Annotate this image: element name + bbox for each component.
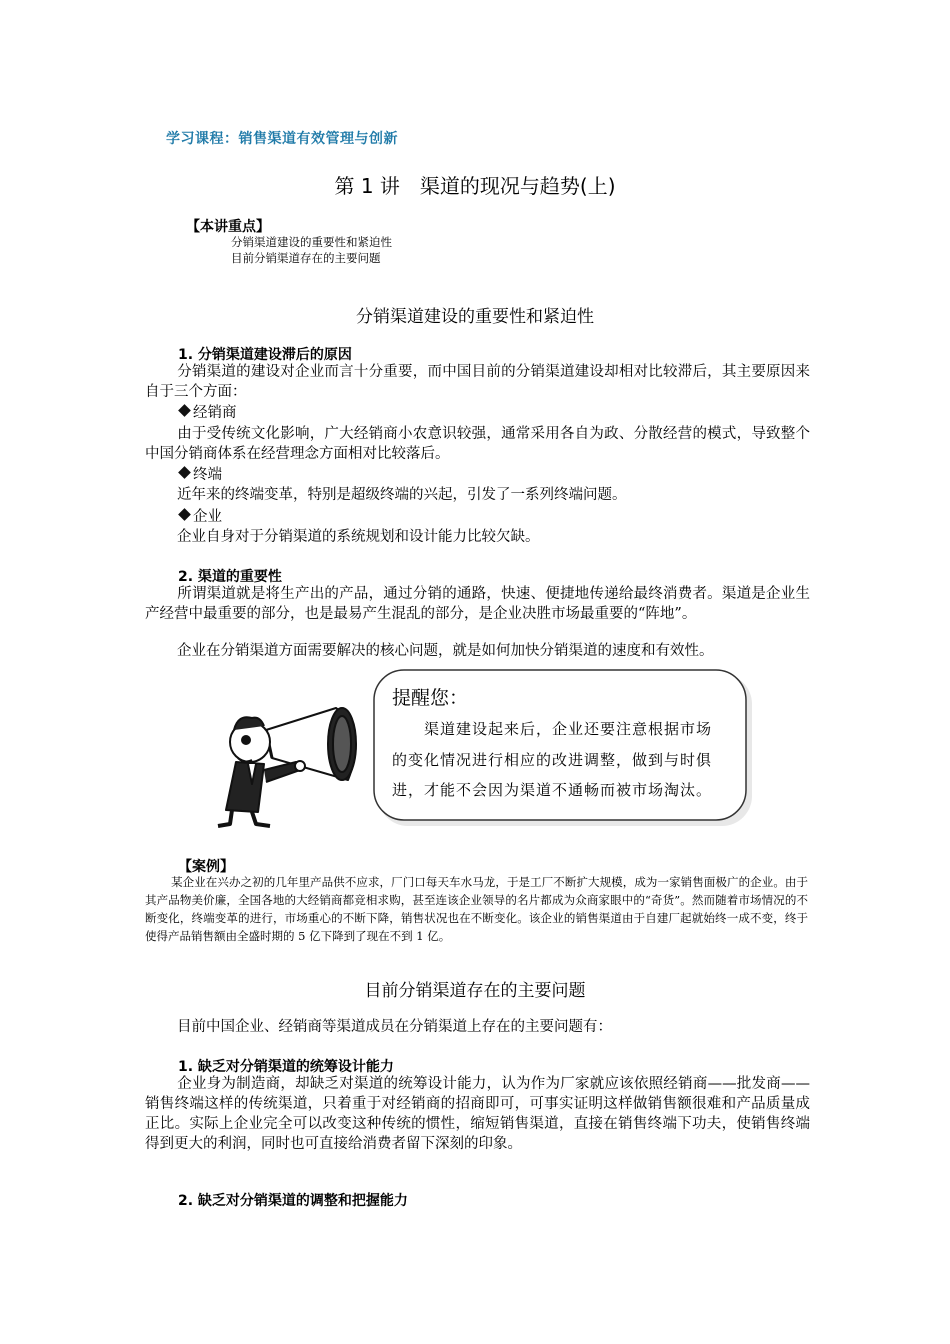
- reminder-line: 的变化情况进行相应的改进调整，做到与时俱: [392, 751, 713, 769]
- bullet-label: 终端: [193, 467, 222, 483]
- megaphone-man-illustration: [208, 700, 378, 830]
- case-paragraph: [145, 873, 808, 945]
- case-title: 【案例】: [178, 859, 234, 875]
- key-point-item: 分销渠道建设的重要性和紧迫性: [231, 235, 392, 249]
- paragraph-text: 近年来的终端变革，特别是超级终端的兴起，引发了一系列终端问题。: [177, 487, 627, 503]
- reminder-line: 进，才能不会因为渠道不通畅而被市场淘汰。: [392, 781, 713, 799]
- section-heading: 分销渠道建设的重要性和紧迫性: [356, 307, 594, 327]
- paragraph: [145, 641, 810, 661]
- paragraph: [145, 527, 810, 547]
- paragraph: [145, 1017, 810, 1037]
- paragraph: [145, 485, 810, 505]
- diamond-bullet-icon: [178, 404, 191, 417]
- paragraph-text: 由于受传统文化影响，广大经销商小农意识较强，通常采用各自为政、分散经营的模式，导致整个中国分销商体系在经营理念方面相对比较落后。: [145, 426, 810, 462]
- paragraph: [145, 584, 810, 624]
- reminder-line: 渠道建设起来后，企业还要注意根据市场: [424, 720, 713, 738]
- diamond-bullet-icon: [178, 508, 191, 521]
- key-points-title: 【本讲重点】: [186, 219, 270, 235]
- subsection-heading: 2. 缺乏对分销渠道的调整和把握能力: [178, 1193, 408, 1209]
- bullet-label: 经销商: [193, 405, 237, 421]
- paragraph-text: 企业在分销渠道方面需要解决的核心问题，就是如何加快分销渠道的速度和有效性。: [177, 643, 714, 659]
- paragraph-text: 企业身为制造商，却缺乏对渠道的统筹设计能力，认为作为厂家就应该依照经销商——批发商——销售终端这样的传统渠道，只着重于对经销商的招商即可，可事实证明这样做销售额很难和产品质量成正比。实际上企业完全可以改变这种传统的惯性，缩短销售渠道，直接在销售终端下功夫，使销售终端得到更大的利润，同时也可直接给消费者留下深刻的印象。: [145, 1076, 810, 1152]
- subsection-heading: 1. 缺乏对分销渠道的统筹设计能力: [178, 1059, 394, 1075]
- bullet-item: [178, 507, 222, 527]
- paragraph-text: 所谓渠道就是将生产出的产品，通过分销的通路，快速、便捷地传递给最终消费者。渠道是企业生产经营中最重要的部分，也是最易产生混乱的部分，是企业决胜市场最重要的“阵地”。: [145, 586, 810, 622]
- lecture-title: 第 1 讲 渠道的现况与趋势(上): [334, 174, 616, 198]
- key-point-item: 目前分销渠道存在的主要问题: [231, 251, 381, 265]
- case-text: 某企业在兴办之初的几年里产品供不应求，厂门口每天车水马龙，于是工厂不断扩大规模，成为一家销售面极广的企业。由于其产品物美价廉，全国各地的大经销商都竞相求购，甚至连该企业领导的名片都成为众商家眼中的“奇货”。然而随着市场情况的不断变化，终端变革的进行，市场重心的不断下降，销售状况也在不断变化。该企业的销售渠道由于自建厂起就始终一成不变，终于使得产品销售额由全盛时期的 5 亿下降到了现在不到 1 亿。: [145, 875, 808, 943]
- paragraph: [145, 424, 810, 464]
- section-heading: 目前分销渠道存在的主要问题: [364, 981, 586, 1001]
- paragraph: [145, 362, 810, 402]
- bullet-label: 企业: [193, 509, 222, 525]
- paragraph-text: 目前中国企业、经销商等渠道成员在分销渠道上存在的主要问题有：: [177, 1019, 612, 1035]
- paragraph: [145, 1074, 810, 1154]
- subsection-heading: 2. 渠道的重要性: [178, 569, 282, 585]
- reminder-title: 提醒您：: [392, 687, 469, 709]
- subsection-heading: 1. 分销渠道建设滞后的原因: [178, 347, 352, 363]
- bullet-item: [178, 465, 222, 485]
- paragraph-text: 企业自身对于分销渠道的系统规划和设计能力比较欠缺。: [177, 529, 540, 545]
- bullet-item: [178, 403, 237, 423]
- course-title: 学习课程：销售渠道有效管理与创新: [166, 131, 398, 147]
- paragraph-text: 分销渠道的建设对企业而言十分重要，而中国目前的分销渠道建设却相对比较滞后，其主要原因来自于三个方面：: [145, 364, 810, 400]
- diamond-bullet-icon: [178, 466, 191, 479]
